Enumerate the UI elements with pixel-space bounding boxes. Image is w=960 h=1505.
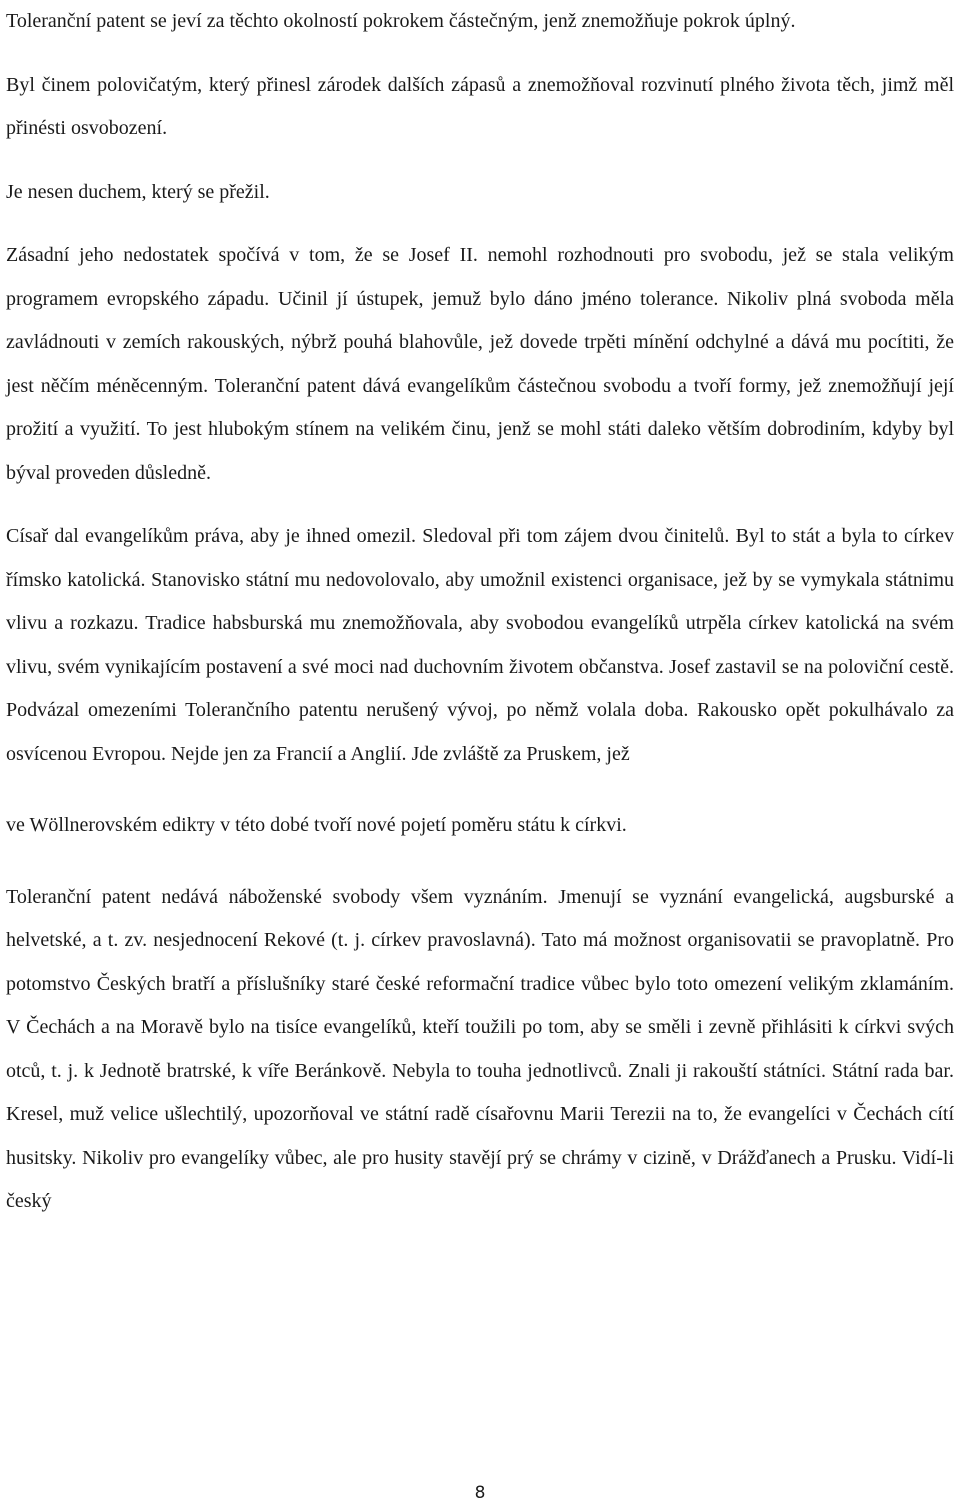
paragraph-tolerance-progress: Toleranční patent se jeví za těchto okolností pokrokem částečným, jenž znemožňuje pokrok úplný. — [6, 10, 796, 32]
paragraph-half-measure: Byl činem polovičatým, který přinesl zárodek dalších zápasů a znemožňoval rozvinutí plného života těch, jimž měl přinésti osvobození. — [6, 73, 954, 139]
paragraph-emperor-rights: Císař dal evangelíkům práva, aby je ihned omezil. Sledoval při tom zájem dvou činitelů. Byl to stát a byla to církev římsko katolická. Stanovisko státní mu nedovolovalo, aby umožnil existenci organisace, jež by se vymykala státnimu vlivu a rozkazu. Tradice habsburská mu znemožňovala, aby svobodou evangelíků utrpěla církev katolická na svém vlivu, svém vynikajícím postavení a své moci nad duchovním životem občanstva. Josef zastavil se na poloviční cestě. Podvázal omezeními Tolerančního patentu nerušený vývoj, po němž volala doba. Rakousko opět pokulhávalo za osvícenou Evropou. Nejde jen za Francií a Anglií. Jde zvláště za Pruskem, jež — [6, 525, 954, 765]
page-number: 8 — [474, 1483, 486, 1503]
paragraph-religious-freedom: Toleranční patent nedává náboženské svobody všem vyznáním. Jmenují se vyznání evangelická, augsburské a helvetské, a t. zv. nesjednocení Rekové (t. j. církev pravoslavná). Tato má možnost organisovatii se pravoplatně. Pro potomstvo Českých bratří a příslušníky staré české reformační tradice vůbec bylo toto omezení velikým zklamáním. V Čechách a na Moravě bylo na tisíce evangelíků, kteří toužili po tom, aby se směli i zevně přihlásiti k církvi svých otců, t. j. k Jednotě bratrské, k víře Beránkově. Nebyla to touha jednotlivců. Znali ji rakouští státníci. Státní rada bar. Kresel, muž velice ušlechtilý, upozorňoval ve státní radě císařovnu Marii Terezii na to, že evangelíci v Čechách cítí husitsky. Nikoliv pro evangelíky vůbec, ale pro husity stavějí prý se chrámy v cizině, v Drážďanech a Prusku. Vidí-li český — [6, 885, 954, 1212]
paragraph-wollner-edict: ve Wöllnerovském edikту v této dobé tvoří nové pojetí poměru státu k církvi. — [6, 814, 627, 836]
document-page — [6, 0, 954, 1224]
paragraph-fundamental-flaw: Zásadní jeho nedostatek spočívá v tom, že se Josef II. nemohl rozhodnouti pro svobodu, jež se stala velikým programem evropského západu. Učinil jí ústupek, jemuž bylo dáno jméno tolerance. Nikoliv plná svoboda měla zavládnouti v zemích rakouských, nýbrž pouhá blahovůle, jež dovede trpěti mínění odchylné a dává mu pocítiti, že jest něčím méněcenným. Toleranční patent dává evangelíkům částečnou svobodu a tvoří formy, jež znemožňují její prožití a využití. To jest hlubokým stínem na velikém činu, jenž se mohl státi daleko větším dobrodiním, kdyby byl býval proveden důsledně. — [6, 244, 954, 484]
paragraph-outdated-spirit: Je nesen duchem, který se přežil. — [6, 180, 270, 203]
